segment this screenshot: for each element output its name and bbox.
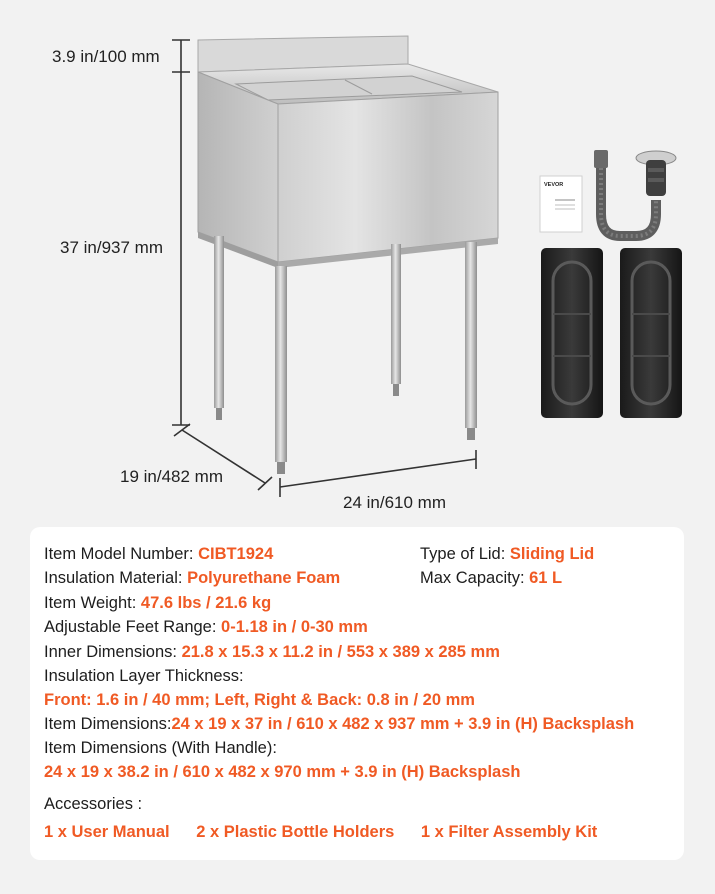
- spec-item-dimensions: [44, 715, 634, 734]
- height-dimension-line: [172, 40, 190, 425]
- spec-feet: [44, 618, 368, 637]
- spec-value: 24 x 19 x 38.2 in / 610 x 482 x 970 mm + 3.9 in (H) Backsplash: [44, 763, 521, 781]
- spec-value: Polyurethane Foam: [187, 569, 341, 587]
- spec-value: Sliding Lid: [509, 545, 595, 563]
- spec-capacity: [420, 569, 562, 588]
- width-dimension-line: [280, 450, 476, 497]
- bin-legs: [214, 236, 477, 474]
- spec-handle-value: [44, 763, 521, 782]
- spec-label: Adjustable Feet Range:: [44, 618, 222, 636]
- spec-layer-value: [44, 691, 475, 710]
- spec-value: 61 L: [529, 569, 563, 587]
- height-dimension-label: 37 in/937 mm: [60, 238, 163, 257]
- spec-value: CIBT1924: [198, 545, 274, 563]
- depth-dimension-label: 19 in/482 mm: [120, 467, 223, 486]
- accessory-item: 2 x Plastic Bottle Holders: [196, 823, 395, 841]
- spec-value: Front: 1.6 in / 40 mm; Left, Right & Back: 0.8 in / 20 mm: [44, 691, 475, 709]
- spec-weight: [44, 594, 271, 613]
- accessory-item: 1 x Filter Assembly Kit: [420, 823, 598, 841]
- spec-value: 0-1.18 in / 0-30 mm: [221, 618, 368, 636]
- width-dimension-label: 24 in/610 mm: [343, 493, 446, 512]
- spec-model: [44, 545, 273, 564]
- spec-label: Insulation Material:: [44, 569, 188, 587]
- spec-label: Item Dimensions:: [44, 715, 172, 733]
- spec-label: Max Capacity:: [420, 569, 530, 587]
- user-manual-icon: [540, 176, 582, 232]
- filter-assembly-icon: [594, 150, 676, 236]
- spec-value: 21.8 x 15.3 x 11.2 in / 553 x 389 x 285 mm: [181, 643, 500, 661]
- bottle-holder-icon: [620, 248, 682, 418]
- accessory-item: 1 x User Manual: [44, 823, 170, 841]
- ice-bin: [198, 36, 498, 268]
- accessories-list: [44, 823, 597, 842]
- backsplash-dimension-label: 3.9 in/100 mm: [52, 47, 160, 66]
- spec-lid: [420, 545, 594, 564]
- spec-handle-label: Item Dimensions (With Handle):: [44, 739, 277, 757]
- spec-card: [30, 527, 684, 860]
- accessories-label: Accessories :: [44, 795, 143, 813]
- spec-label: Item Weight:: [44, 594, 141, 612]
- bottle-holder-icon: [541, 248, 603, 418]
- spec-label: Inner Dimensions:: [44, 643, 182, 661]
- spec-value: 24 x 19 x 37 in / 610 x 482 x 937 mm + 3.9 in (H) Backsplash: [171, 715, 635, 733]
- spec-label: Type of Lid:: [420, 545, 510, 563]
- spec-label: Item Model Number:: [44, 545, 199, 563]
- spec-layer-label: Insulation Layer Thickness:: [44, 667, 244, 685]
- spec-value: 47.6 lbs / 21.6 kg: [140, 594, 272, 612]
- manual-brand: VEVOR: [544, 182, 564, 188]
- spec-insulation: [44, 569, 340, 588]
- spec-inner-dimensions: [44, 643, 500, 662]
